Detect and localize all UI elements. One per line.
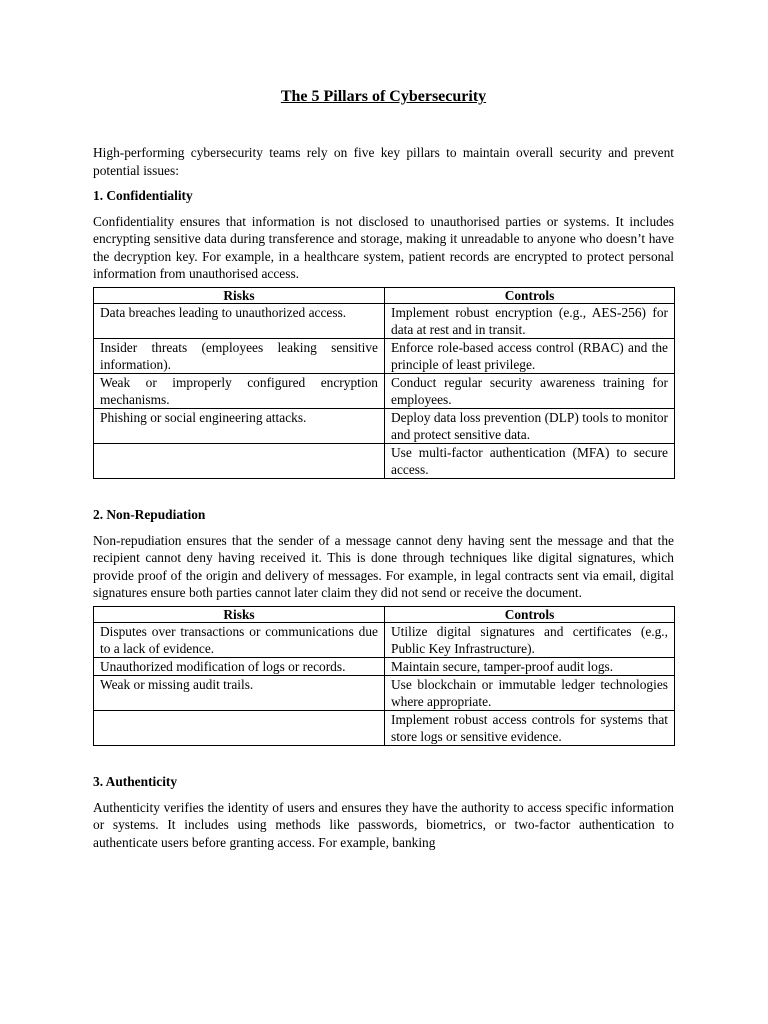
section-heading-confidentiality: 1. Confidentiality — [93, 188, 193, 203]
table-row — [94, 409, 675, 444]
risk-cell: Weak or improperly configured encryption mechanisms. — [94, 374, 385, 409]
risk-cell: Weak or missing audit trails. — [94, 676, 385, 711]
control-cell: Enforce role-based access control (RBAC) and the principle of least privilege. — [385, 339, 675, 374]
document-title: The 5 Pillars of Cybersecurity — [280, 88, 487, 105]
risk-cell — [94, 444, 385, 479]
intro-paragraph: High-performing cybersecurity teams rely on five key pillars to maintain overall security and prevent potential issues: — [93, 145, 674, 178]
non-repudiation-table — [93, 606, 675, 747]
column-header-risks: Risks — [94, 287, 385, 304]
control-cell: Use blockchain or immutable ledger technologies where appropriate. — [385, 676, 675, 711]
control-cell: Use multi-factor authentication (MFA) to secure access. — [385, 444, 675, 479]
table-header-row — [94, 287, 675, 304]
table-row — [94, 304, 675, 339]
section-heading-authenticity: 3. Authenticity — [93, 774, 178, 789]
section-heading-non-repudiation: 2. Non-Repudiation — [93, 507, 206, 522]
table-row — [94, 676, 675, 711]
risk-cell: Disputes over transactions or communications due to a lack of evidence. — [94, 623, 385, 658]
table-header-row — [94, 606, 675, 623]
section-paragraph-non-repudiation: Non-repudiation ensures that the sender of a message cannot deny having sent the message and that the recipient cannot deny having received it. This is done through techniques like digital signatures, which provide proof of the origin and delivery of messages. For example, in legal contracts sent via email, digital signatures ensure both parties cannot later claim they did not send or receive the document. — [93, 532, 674, 600]
spacer — [93, 479, 674, 506]
document-body — [93, 86, 674, 855]
control-cell: Implement robust encryption (e.g., AES-256) for data at rest and in transit. — [385, 304, 675, 339]
column-header-risks: Risks — [94, 606, 385, 623]
table-row — [94, 444, 675, 479]
column-header-controls: Controls — [385, 287, 675, 304]
section-paragraph-confidentiality: Confidentiality ensures that information is not disclosed to unauthorised parties or systems. It includes encrypting sensitive data during transference and storage, making it unreadable to anyone who doesn’t have the decryption key. For example, in a healthcare system, patient records are encrypted to protect personal information from unauthorised access. — [93, 213, 674, 281]
control-cell: Utilize digital signatures and certificates (e.g., Public Key Infrastructure). — [385, 623, 675, 658]
risk-cell: Phishing or social engineering attacks. — [94, 409, 385, 444]
confidentiality-table — [93, 287, 675, 480]
control-cell: Maintain secure, tamper-proof audit logs. — [385, 658, 675, 676]
table-row — [94, 339, 675, 374]
control-cell: Conduct regular security awareness training for employees. — [385, 374, 675, 409]
section-paragraph-authenticity: Authenticity verifies the identity of users and ensures they have the authority to access specific information or systems. It includes using methods like passwords, biometrics, or two-factor authentication to authenticate users before granting access. For example, banking — [93, 799, 674, 850]
column-header-controls: Controls — [385, 606, 675, 623]
table-row — [94, 374, 675, 409]
risk-cell: Data breaches leading to unauthorized access. — [94, 304, 385, 339]
table-row — [94, 623, 675, 658]
risk-cell — [94, 711, 385, 746]
table-row — [94, 658, 675, 676]
control-cell: Deploy data loss prevention (DLP) tools to monitor and protect sensitive data. — [385, 409, 675, 444]
risk-cell: Insider threats (employees leaking sensitive information). — [94, 339, 385, 374]
table-row — [94, 711, 675, 746]
spacer — [93, 746, 674, 773]
control-cell: Implement robust access controls for systems that store logs or sensitive evidence. — [385, 711, 675, 746]
risk-cell: Unauthorized modification of logs or records. — [94, 658, 385, 676]
